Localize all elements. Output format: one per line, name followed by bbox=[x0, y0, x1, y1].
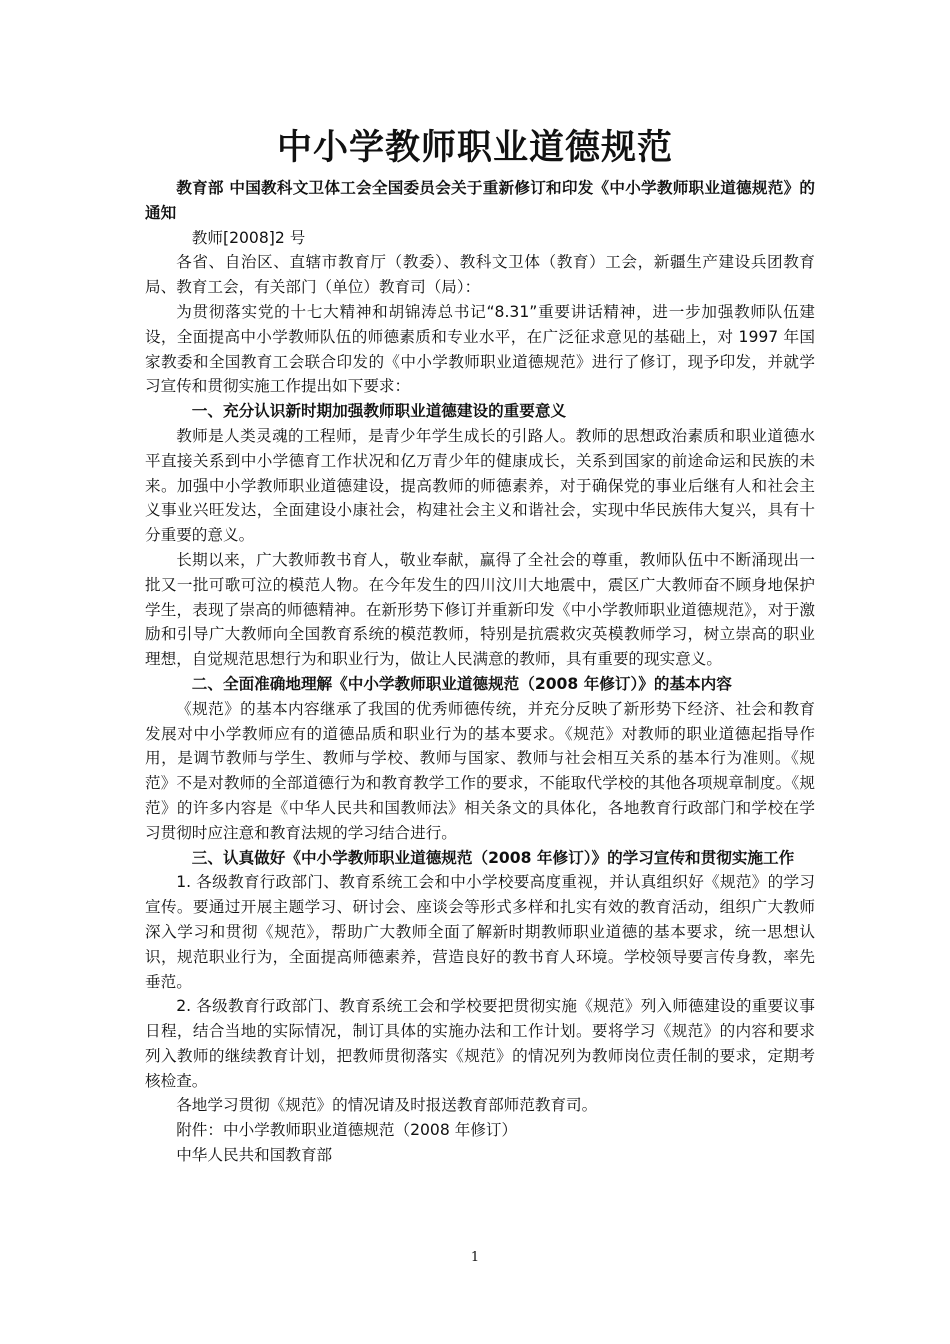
section-2-heading: 二、全面准确地理解《中小学教师职业道德规范（2008 年修订）》的基本内容 bbox=[191, 674, 732, 693]
section-1-heading: 一、充分认识新时期加强教师职业道德建设的重要意义 bbox=[191, 402, 567, 421]
section-3-heading: 三、认真做好《中小学教师职业道德规范（2008 年修订）》的学习宣传和贯彻实施工作 bbox=[191, 848, 795, 867]
attachment-line: 附件：中小学教师职业道德规范（2008 年修订） bbox=[176, 1121, 518, 1140]
report-note: 各地学习贯彻《规范》的情况请及时报送教育部师范教育司。 bbox=[176, 1096, 598, 1115]
section-3-paragraph-1: 1. 各级教育行政部门、教育系统工会和中小学校要高度重视，并认真组织好《规范》的学习宣传。要通过开展主题学习、研讨会、座谈会等形式多样和扎实有效的教育活动，组织广大教师深入学习和贯彻《规范》，帮助广大教师全面了解新时期教师职业道德的基本要求，统一思想认识，规范职业行为，全面提高师德素养，营造良好的教书育人环境。学校领导要言传身教，率先垂范。 bbox=[145, 873, 815, 991]
notice-heading: 教育部 中国教科文卫体工会全国委员会关于重新修订和印发《中小学教师职业道德规范》的通知 bbox=[145, 179, 815, 222]
section-2-paragraph-1: 《规范》的基本内容继承了我国的优秀师德传统，并充分反映了新形势下经济、社会和教育发展对中小学教师应有的道德品质和职业行为的基本要求。《规范》对教师的职业道德起指导作用，是调节教师与学生、教师与学校、教师与国家、教师与社会相互关系的基本行为准则。《规范》不是对教师的全部道德行为和教育教学工作的要求，不能取代学校的其他各项规章制度。《规范》的许多内容是《中华人民共和国教师法》相关条文的具体化，各地教育行政部门和学校在学习贯彻时应注意和教育法规的学习结合进行。 bbox=[145, 699, 815, 842]
doc-number: 教师[2008]2 号 bbox=[191, 228, 306, 247]
signature-line: 中华人民共和国教育部 bbox=[176, 1146, 333, 1165]
document-title: 中小学教师职业道德规范 bbox=[276, 128, 673, 168]
page-number: 1 bbox=[470, 1250, 480, 1265]
section-1-paragraph-2: 长期以来，广大教师教书育人，敬业奉献，赢得了全社会的尊重，教师队伍中不断涌现出一批又一批可歌可泣的模范人物。在今年发生的四川汶川大地震中，震区广大教师奋不顾身地保护学生，表现了崇高的师德精神。在新形势下修订并重新印发《中小学教师职业道德规范》，对于激励和引导广大教师向全国教育系统的模范教师，特别是抗震救灾英模教师学习，树立崇高的职业理想，自觉规范思想行为和职业行为，做让人民满意的教师，具有重要的现实意义。 bbox=[145, 550, 815, 669]
addressees-paragraph: 各省、自治区、直辖市教育厅（教委）、教科文卫体（教育）工会，新疆生产建设兵团教育局、教育工会，有关部门（单位）教育司（局）： bbox=[145, 253, 815, 297]
section-1-paragraph-1: 教师是人类灵魂的工程师，是青少年学生成长的引路人。教师的思想政治素质和职业道德水平直接关系到中小学德育工作状况和亿万青少年的健康成长，关系到国家的前途命运和民族的未来。加强中小学教师职业道德建设，提高教师的师德素养，对于确保党的事业后继有人和社会主义事业兴旺发达，全面建设小康社会，构建社会主义和谐社会，实现中华民族伟大复兴，具有十分重要的意义。 bbox=[145, 426, 815, 545]
intro-paragraph: 为贯彻落实党的十七大精神和胡锦涛总书记“8.31”重要讲话精神，进一步加强教师队伍建设，全面提高中小学教师队伍的师德素质和专业水平，在广泛征求意见的基础上，对 1997 年国家教委和全国教育工会联合印发的《中小学教师职业道德规范》进行了修订，现予印发，并就学习宣传和贯彻实施工作提出如下要求： bbox=[145, 302, 815, 396]
document-body bbox=[145, 176, 815, 1168]
section-3-paragraph-2: 2. 各级教育行政部门、教育系统工会和学校要把贯彻实施《规范》列入师德建设的重要议事日程，结合当地的实际情况，制订具体的实施办法和工作计划。要将学习《规范》的内容和要求列入教师的继续教育计划，把教师贯彻落实《规范》的情况列为教师岗位责任制的要求，定期考核检查。 bbox=[145, 997, 815, 1090]
